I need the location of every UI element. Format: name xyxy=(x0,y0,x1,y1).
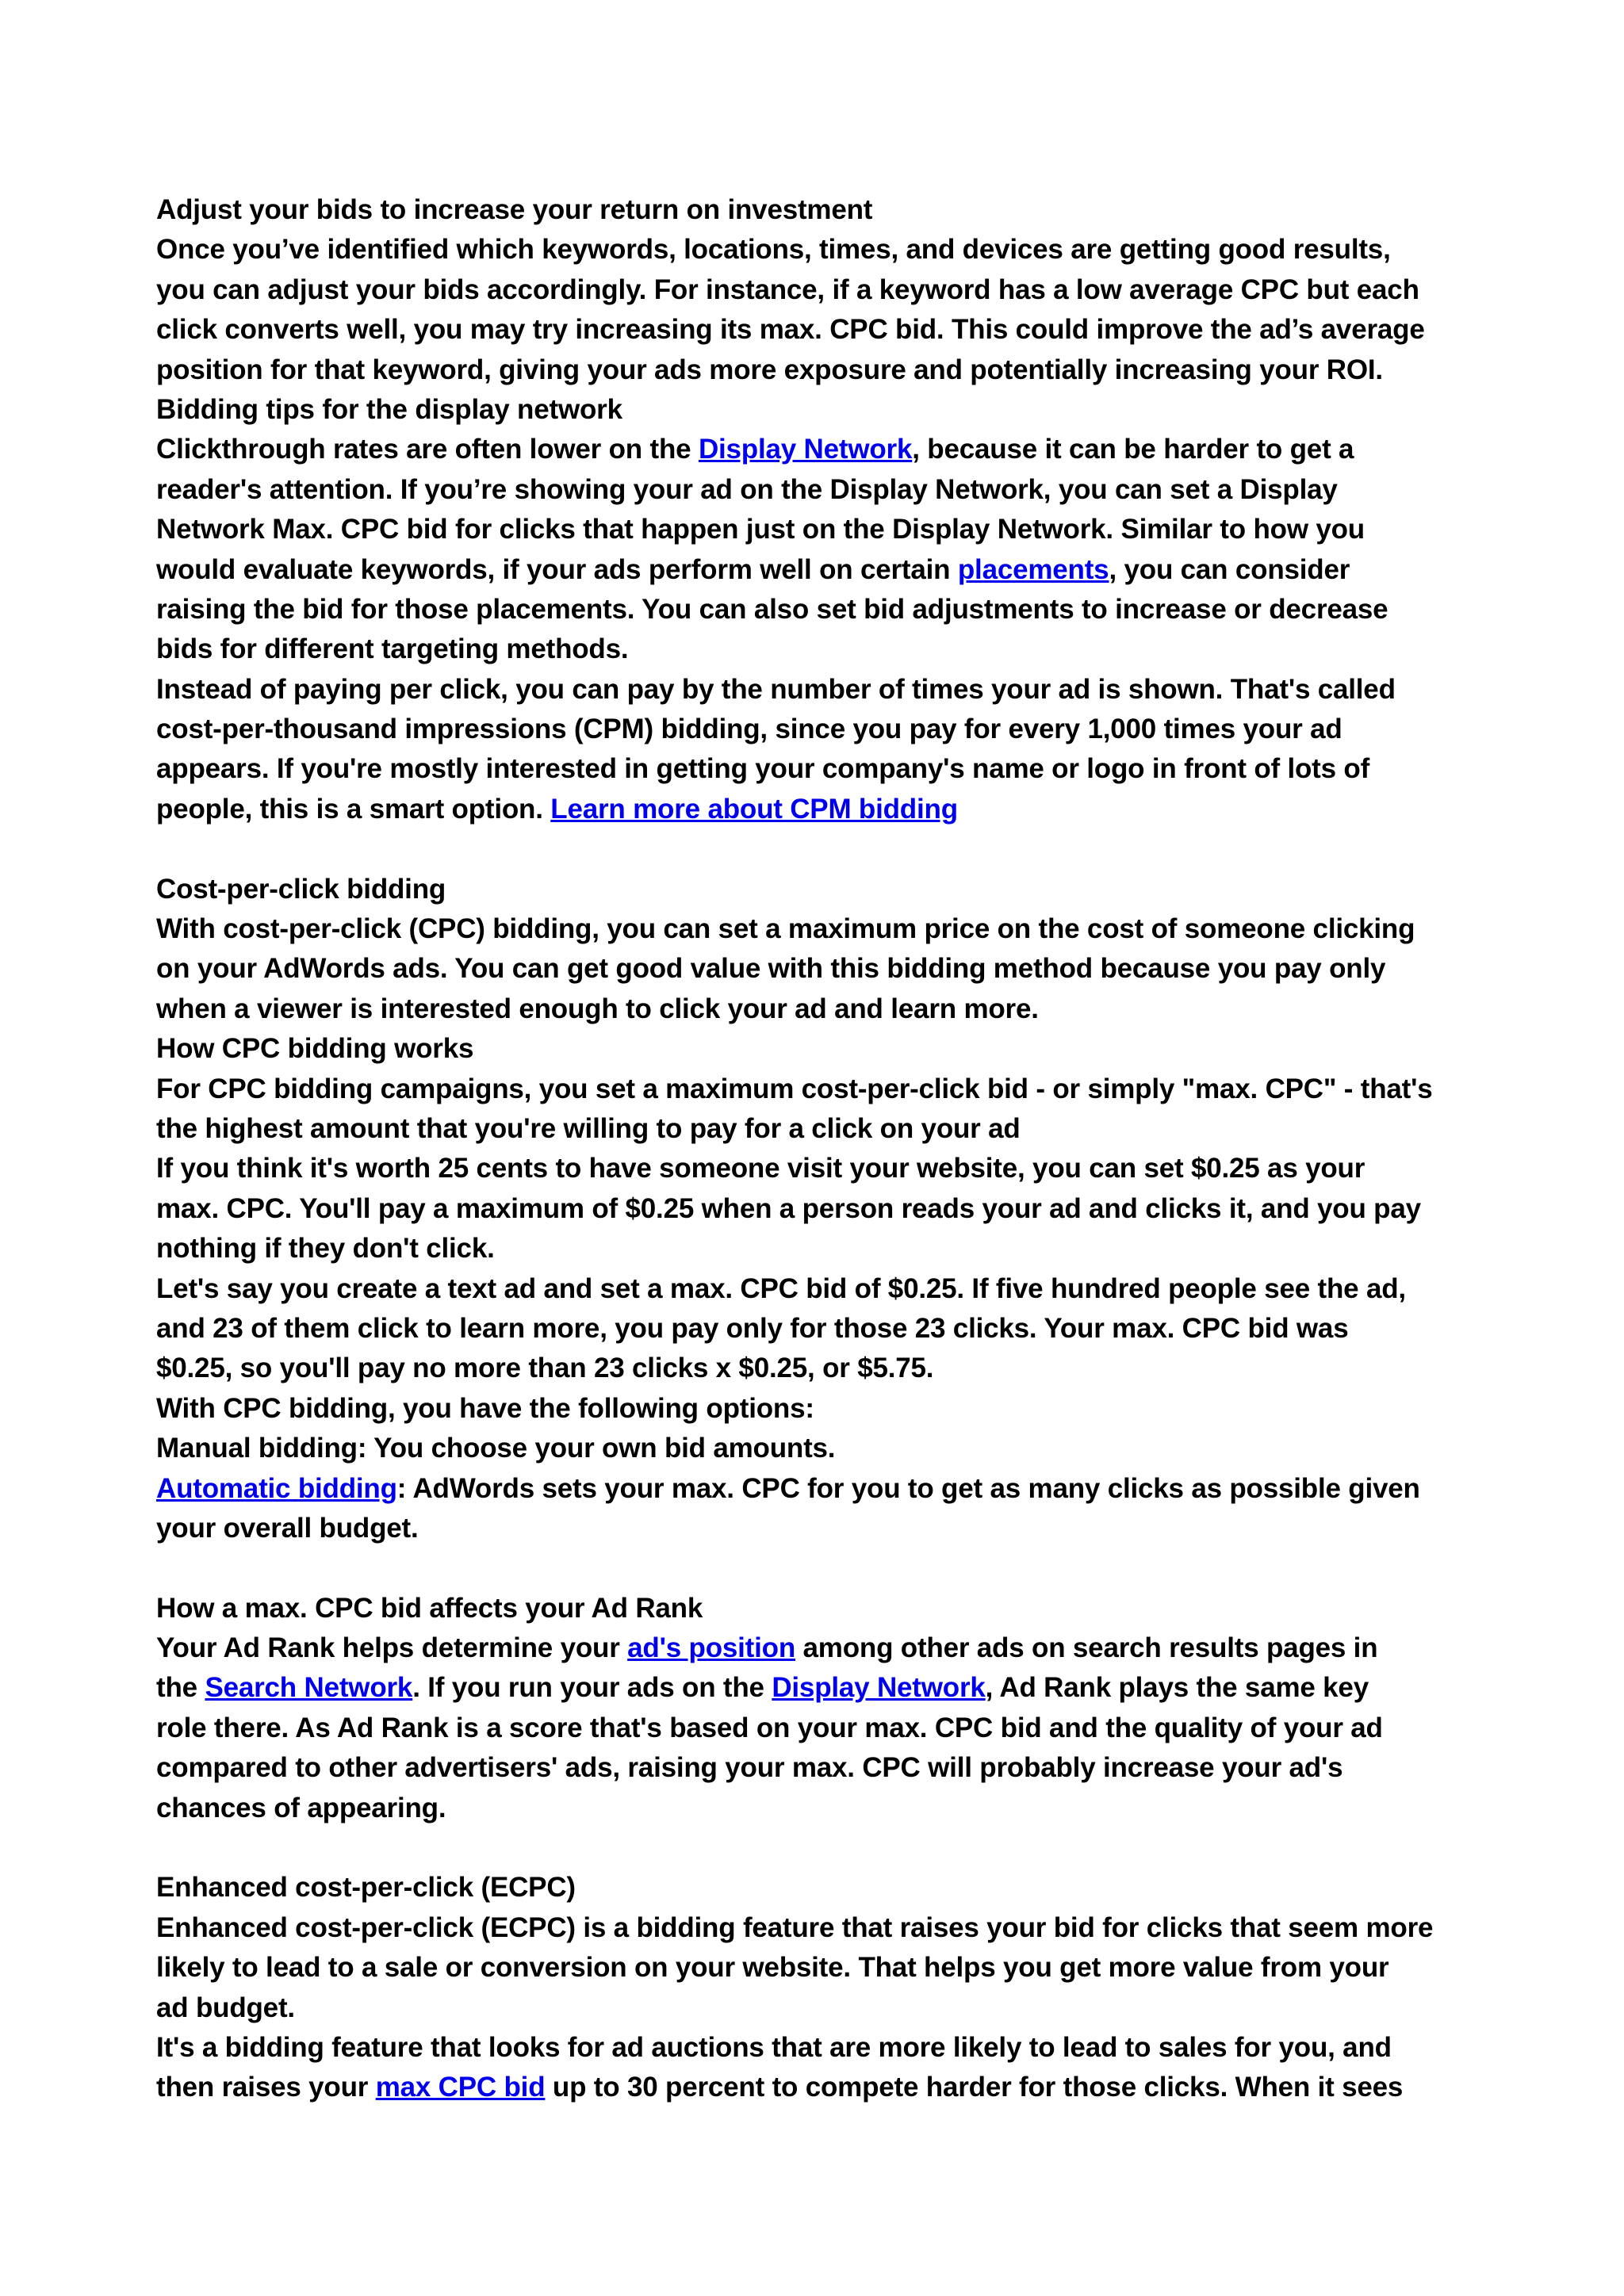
text-line xyxy=(156,1748,1488,1788)
text-line xyxy=(156,1789,1488,1828)
text-run: , Ad Rank plays the same key xyxy=(985,1672,1369,1704)
text-line xyxy=(156,1109,1488,1149)
text-run: cost-per-thousand impressions (CPM) bidding, since you pay for every 1,000 times your ad xyxy=(156,714,1342,745)
text-run: among other ads on search results pages in xyxy=(795,1632,1378,1664)
hyperlink[interactable]: ad's position xyxy=(627,1632,795,1664)
text-run: chances of appearing. xyxy=(156,1792,446,1823)
text-run: click converts well, you may try increasing its max. CPC bid. This could improve the ad’s average xyxy=(156,314,1425,346)
text-run: For CPC bidding campaigns, you set a maximum cost-per-click bid - or simply "max. CPC" - that's xyxy=(156,1073,1433,1104)
hyperlink[interactable]: Display Network xyxy=(772,1672,986,1704)
text-run: With cost-per-click (CPC) bidding, you can set a maximum price on the cost of someone clicking xyxy=(156,913,1415,945)
text-run: Bidding tips for the display network xyxy=(156,393,622,425)
text-line xyxy=(156,1070,1488,1109)
text-line xyxy=(156,989,1488,1029)
text-run: position for that keyword, giving your ads more exposure and potentially increasing your ROI. xyxy=(156,354,1383,385)
text-run: Instead of paying per click, you can pay by the number of times your ad is shown. That's called xyxy=(156,673,1396,705)
text-line xyxy=(156,390,1488,430)
text-line xyxy=(156,749,1488,789)
text-run: raising the bid for those placements. You can also set bid adjustments to increase or decrease xyxy=(156,593,1388,625)
hyperlink[interactable]: Automatic bidding xyxy=(156,1472,397,1504)
text-line xyxy=(156,270,1488,310)
text-line xyxy=(156,350,1488,390)
text-run: the xyxy=(156,1672,205,1704)
text-line xyxy=(156,870,1488,909)
text-line xyxy=(156,1988,1488,2028)
text-line xyxy=(156,790,1488,829)
text-line xyxy=(156,1668,1488,1708)
text-line xyxy=(156,2028,1488,2068)
text-run: likely to lead to a sale or conversion on your website. That helps you get more value from your xyxy=(156,1952,1389,1984)
text-line xyxy=(156,590,1488,629)
text-line xyxy=(156,909,1488,949)
text-run: would evaluate keywords, if your ads perform well on certain xyxy=(156,553,958,585)
text-line xyxy=(156,1309,1488,1349)
text-run: Once you’ve identified which keywords, locations, times, and devices are getting good results, xyxy=(156,234,1391,266)
text-run: when a viewer is interested enough to click your ad and learn more. xyxy=(156,993,1039,1024)
text-line xyxy=(156,1509,1488,1548)
text-line xyxy=(156,1029,1488,1069)
text-line xyxy=(156,1908,1488,1948)
text-line xyxy=(156,1709,1488,1748)
text-run: up to 30 percent to compete harder for those clicks. When it sees xyxy=(545,2072,1404,2103)
text-run: How a max. CPC bid affects your Ad Rank xyxy=(156,1592,703,1624)
text-line xyxy=(156,190,1488,230)
text-run: compared to other advertisers' ads, raising your max. CPC will probably increase your ad's xyxy=(156,1752,1343,1784)
text-line xyxy=(156,430,1488,469)
text-line xyxy=(156,670,1488,710)
text-line xyxy=(156,2068,1488,2107)
text-run: Enhanced cost-per-click (ECPC) xyxy=(156,1872,576,1904)
blank-line xyxy=(156,829,1488,869)
text-run: Your Ad Rank helps determine your xyxy=(156,1632,628,1664)
text-run: Adjust your bids to increase your return on investment xyxy=(156,194,873,225)
blank-line xyxy=(156,1828,1488,1868)
text-line xyxy=(156,1229,1488,1269)
text-line xyxy=(156,470,1488,510)
text-line xyxy=(156,1868,1488,1908)
hyperlink[interactable]: Learn more about CPM bidding xyxy=(550,793,958,825)
hyperlink[interactable]: max CPC bid xyxy=(375,2072,546,2103)
blank-line xyxy=(156,1548,1488,1588)
text-line xyxy=(156,1149,1488,1188)
text-run: on your AdWords ads. You can get good value with this bidding method because you pay only xyxy=(156,953,1386,985)
hyperlink[interactable]: Search Network xyxy=(205,1672,413,1704)
text-run: you can adjust your bids accordingly. For instance, if a keyword has a low average CPC but each xyxy=(156,274,1419,305)
text-line xyxy=(156,1628,1488,1668)
text-run: It's a bidding feature that looks for ad auctions that are more likely to lead to sales for you, and xyxy=(156,2031,1392,2063)
text-run: How CPC bidding works xyxy=(156,1033,474,1065)
text-run: nothing if they don't click. xyxy=(156,1233,495,1265)
text-run: appears. If you're mostly interested in getting your company's name or logo in front of lots of xyxy=(156,753,1370,785)
text-line xyxy=(156,1269,1488,1309)
text-line xyxy=(156,1948,1488,1988)
text-run: ad budget. xyxy=(156,1992,295,2023)
text-run: : AdWords sets your max. CPC for you to get as many clicks as possible given xyxy=(396,1472,1420,1504)
text-run: max. CPC. You'll pay a maximum of $0.25 when a person reads your ad and clicks it, and you pay xyxy=(156,1192,1421,1224)
text-line xyxy=(156,230,1488,270)
text-line xyxy=(156,710,1488,749)
text-run: your overall budget. xyxy=(156,1512,419,1544)
text-run: Let's say you create a text ad and set a max. CPC bid of $0.25. If five hundred people see the ad, xyxy=(156,1272,1406,1304)
text-line xyxy=(156,1349,1488,1388)
text-line xyxy=(156,550,1488,590)
text-line xyxy=(156,1189,1488,1229)
text-run: Enhanced cost-per-click (ECPC) is a bidding feature that raises your bid for clicks that seem more xyxy=(156,1911,1434,1943)
text-line xyxy=(156,949,1488,989)
hyperlink[interactable]: Display Network xyxy=(698,434,913,465)
text-run: Cost-per-click bidding xyxy=(156,873,446,905)
text-run: the highest amount that you're willing to pay for a click on your ad xyxy=(156,1112,1021,1144)
text-run: Clickthrough rates are often lower on the xyxy=(156,434,699,465)
text-run: bids for different targeting methods. xyxy=(156,633,629,665)
text-line xyxy=(156,1429,1488,1468)
text-run: , because it can be harder to get a xyxy=(912,434,1354,465)
text-run: Manual bidding: You choose your own bid amounts. xyxy=(156,1433,836,1464)
text-line xyxy=(156,510,1488,549)
text-run: $0.25, so you'll pay no more than 23 clicks x $0.25, or $5.75. xyxy=(156,1353,934,1384)
text-run: . If you run your ads on the xyxy=(412,1672,772,1704)
text-line xyxy=(156,310,1488,350)
text-line xyxy=(156,1589,1488,1628)
text-line xyxy=(156,629,1488,669)
text-run: If you think it's worth 25 cents to have someone visit your website, you can set $0.25 as your xyxy=(156,1153,1365,1184)
text-run: reader's attention. If you’re showing your ad on the Display Network, you can set a Display xyxy=(156,473,1338,505)
text-run: people, this is a smart option. xyxy=(156,793,551,825)
document-body xyxy=(156,190,1488,2108)
hyperlink[interactable]: placements xyxy=(957,553,1109,585)
text-run: then raises your xyxy=(156,2072,376,2103)
text-run: role there. As Ad Rank is a score that's based on your max. CPC bid and the quality of your ad xyxy=(156,1712,1383,1743)
text-line xyxy=(156,1389,1488,1429)
text-run: , you can consider xyxy=(1109,553,1350,585)
text-run: and 23 of them click to learn more, you pay only for those 23 clicks. Your max. CPC bid was xyxy=(156,1312,1349,1344)
text-run: Network Max. CPC bid for clicks that happen just on the Display Network. Similar to how you xyxy=(156,514,1365,545)
text-run: With CPC bidding, you have the following options: xyxy=(156,1392,814,1424)
text-line xyxy=(156,1469,1488,1509)
